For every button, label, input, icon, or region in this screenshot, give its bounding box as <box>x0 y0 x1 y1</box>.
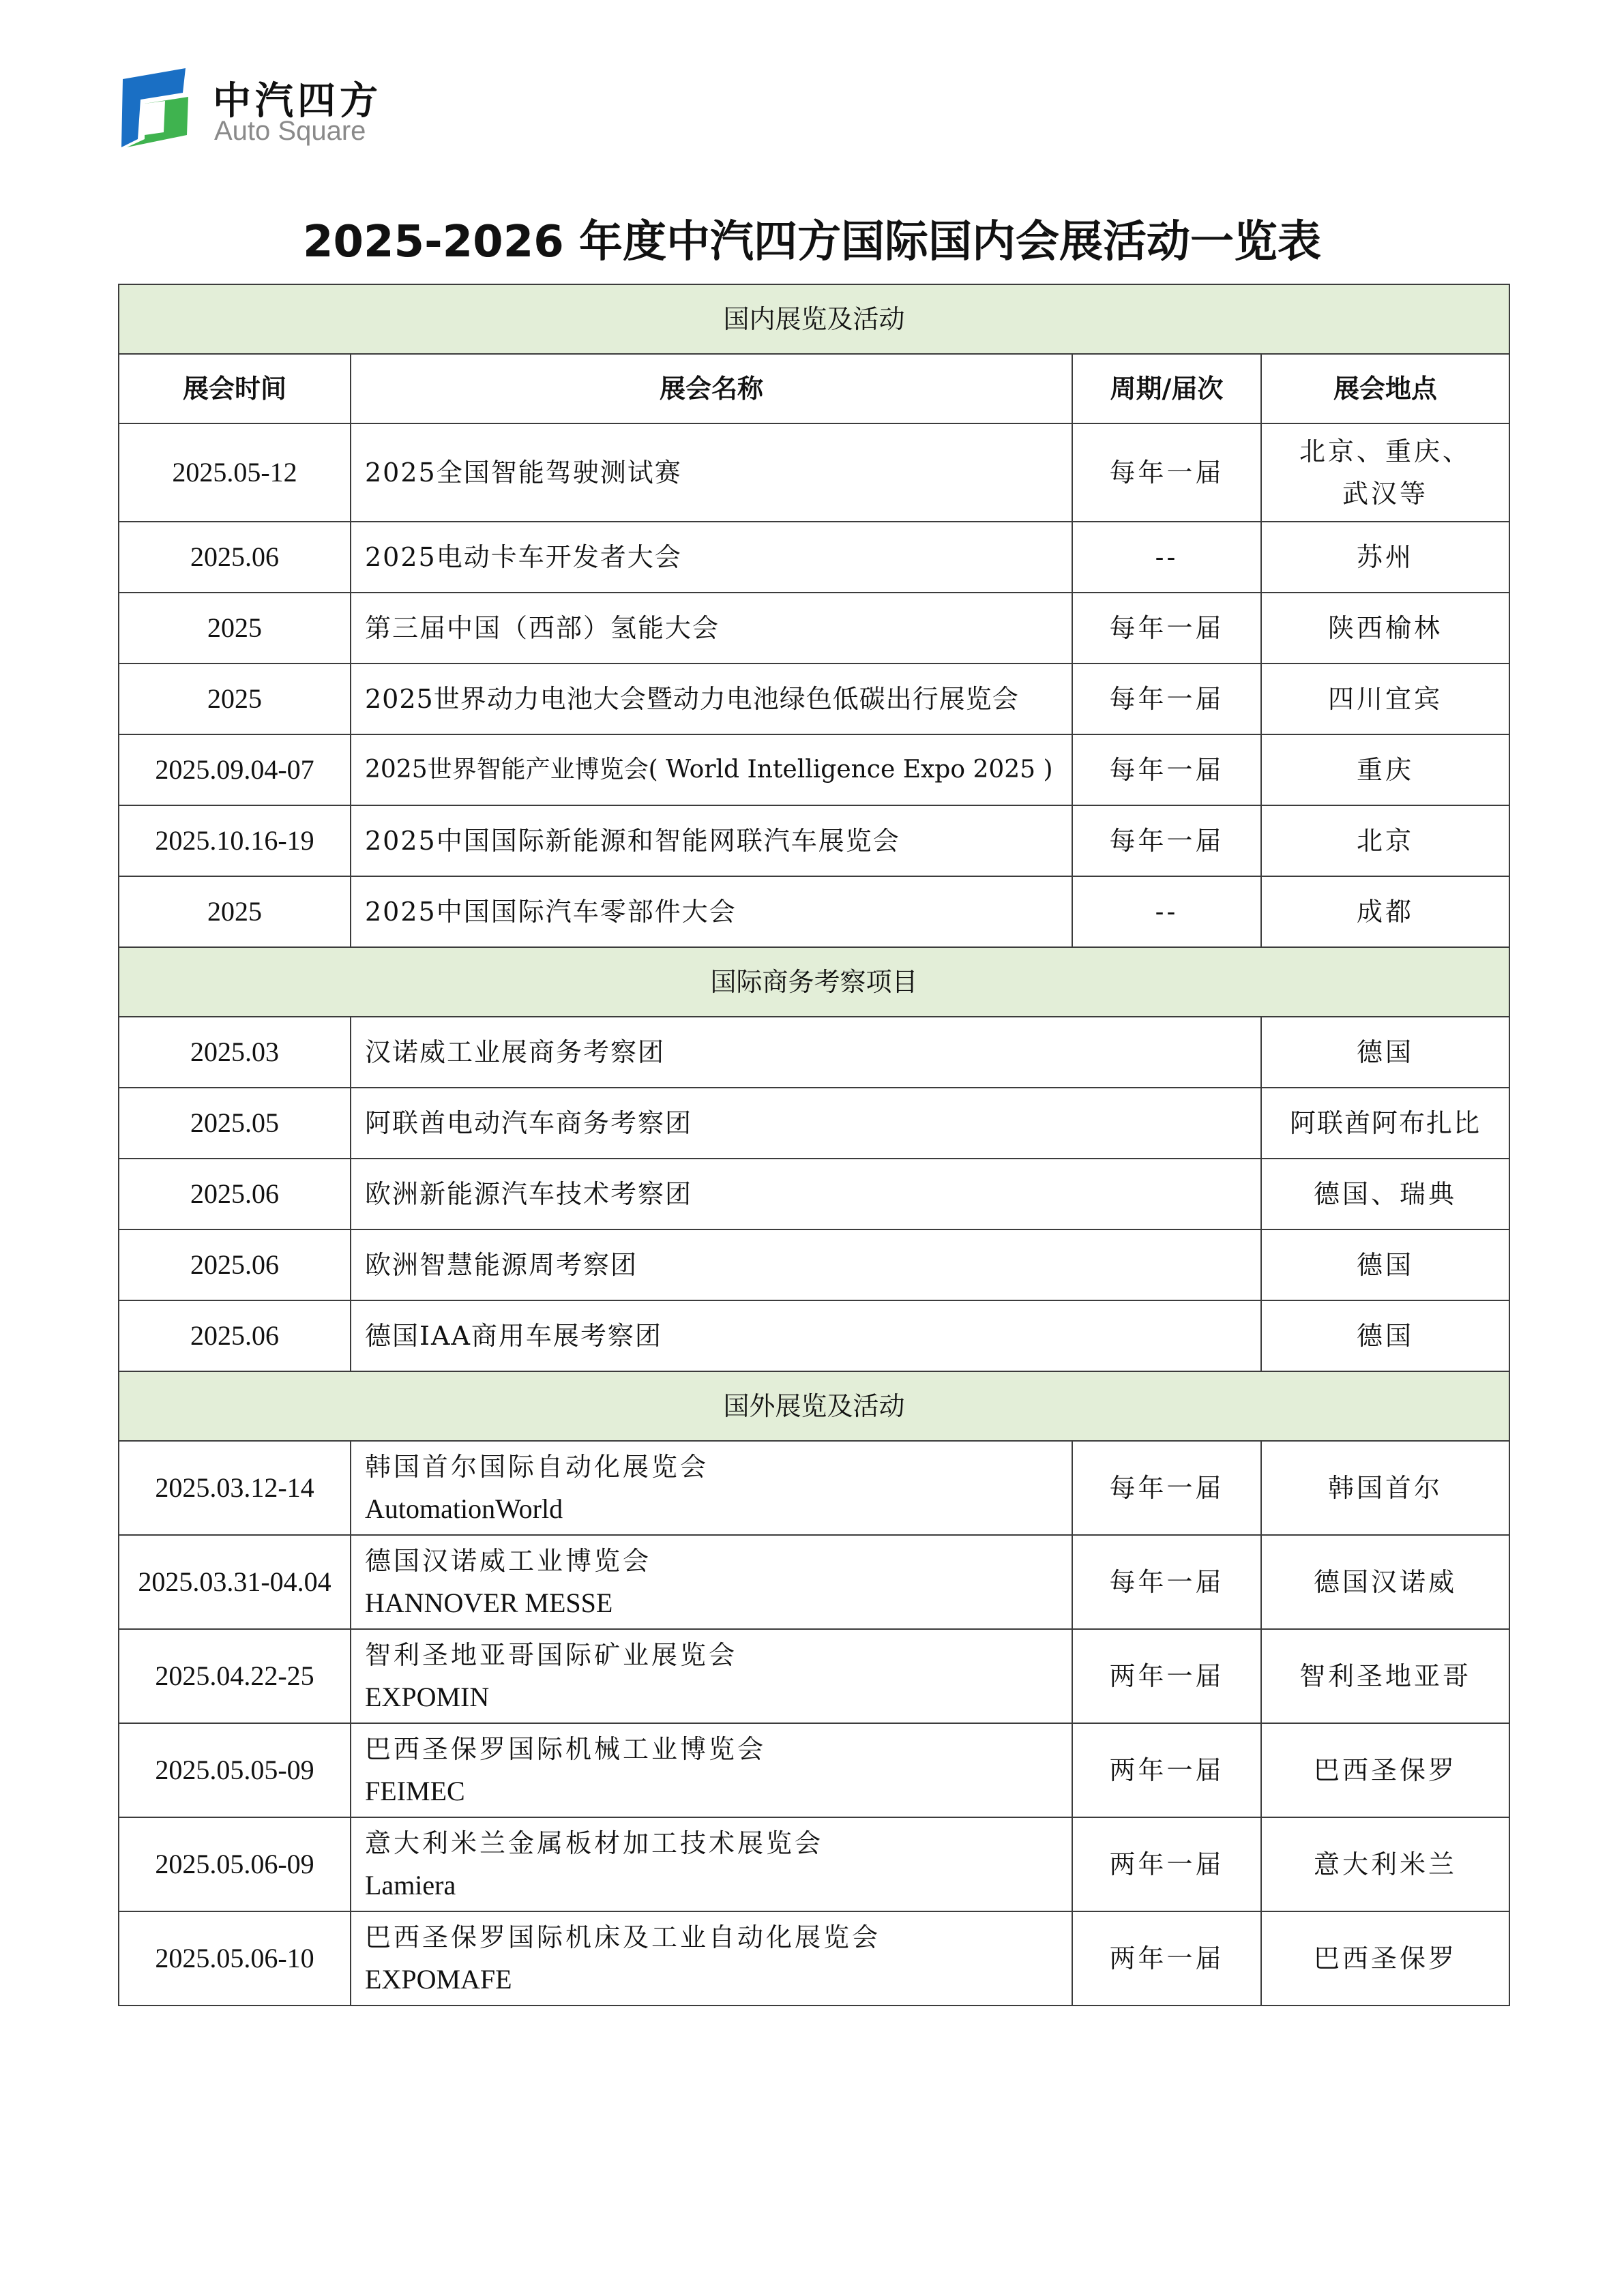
event-location: 北京 <box>1261 805 1509 876</box>
event-name-en: FEIMEC <box>365 1776 465 1806</box>
table-row <box>119 1817 1509 1911</box>
event-name-en: AutomationWorld <box>365 1493 563 1524</box>
table-row <box>119 1229 1509 1300</box>
event-name: 第三届中国（西部）氢能大会 <box>351 593 1072 664</box>
event-location: 成都 <box>1261 876 1509 947</box>
table-row <box>119 1629 1509 1723</box>
event-name: 德国IAA商用车展考察团 <box>351 1300 1261 1371</box>
logo-name-en: Auto Square <box>214 116 366 146</box>
event-location: 智利圣地亚哥 <box>1261 1629 1509 1723</box>
event-name: 欧洲智慧能源周考察团 <box>351 1229 1261 1300</box>
event-name: 2025中国国际汽车零部件大会 <box>351 876 1072 947</box>
event-time: 2025.03.31-04.04 <box>119 1535 351 1629</box>
table-row <box>119 423 1509 522</box>
event-name-cn: 韩国首尔国际自动化展览会 <box>365 1452 709 1482</box>
event-time: 2025.06 <box>119 1300 351 1371</box>
event-time: 2025.05.06-09 <box>119 1817 351 1911</box>
table-row <box>119 1535 1509 1629</box>
event-cycle: 每年一届 <box>1072 734 1261 805</box>
event-name-en: EXPOMIN <box>365 1682 490 1712</box>
event-cycle: 两年一届 <box>1072 1911 1261 2006</box>
location-line: 武汉等 <box>1342 479 1429 509</box>
table-row <box>119 1159 1509 1229</box>
event-time: 2025 <box>119 876 351 947</box>
column-header-time: 展会时间 <box>119 354 351 423</box>
event-name-cn: 德国汉诺威工业博览会 <box>365 1546 652 1576</box>
event-name <box>351 1629 1072 1723</box>
event-location: 苏州 <box>1261 522 1509 593</box>
event-name <box>351 1535 1072 1629</box>
event-cycle: 每年一届 <box>1072 423 1261 522</box>
event-location: 德国汉诺威 <box>1261 1535 1509 1629</box>
event-time: 2025 <box>119 664 351 734</box>
table-row <box>119 664 1509 734</box>
event-name-cn: 巴西圣保罗国际机床及工业自动化展览会 <box>365 1922 881 1952</box>
event-time: 2025.10.16-19 <box>119 805 351 876</box>
table-row <box>119 1723 1509 1817</box>
event-time: 2025 <box>119 593 351 664</box>
auto-square-logo-icon <box>117 67 199 151</box>
event-location: 德国、瑞典 <box>1261 1159 1509 1229</box>
column-header-cycle: 周期/届次 <box>1072 354 1261 423</box>
section-title: 国外展览及活动 <box>119 1371 1509 1441</box>
event-location <box>1261 423 1509 522</box>
event-name-en: Lamiera <box>365 1870 456 1900</box>
section-header-business <box>119 947 1509 1017</box>
event-location: 韩国首尔 <box>1261 1441 1509 1535</box>
event-name-cn: 巴西圣保罗国际机械工业博览会 <box>365 1734 767 1764</box>
company-logo <box>117 67 417 155</box>
event-name: 2025中国国际新能源和智能网联汽车展览会 <box>351 805 1072 876</box>
event-name-cn: 意大利米兰金属板材加工技术展览会 <box>365 1828 824 1858</box>
event-cycle: 每年一届 <box>1072 664 1261 734</box>
table-row <box>119 805 1509 876</box>
event-cycle: 每年一届 <box>1072 1535 1261 1629</box>
section-header-overseas <box>119 1371 1509 1441</box>
event-name <box>351 1911 1072 2006</box>
event-cycle: 每年一届 <box>1072 593 1261 664</box>
event-cycle: 两年一届 <box>1072 1817 1261 1911</box>
event-location: 德国 <box>1261 1300 1509 1371</box>
event-location: 陕西榆林 <box>1261 593 1509 664</box>
event-location: 四川宜宾 <box>1261 664 1509 734</box>
table-row <box>119 1088 1509 1159</box>
column-header-location: 展会地点 <box>1261 354 1509 423</box>
event-name: 2025世界动力电池大会暨动力电池绿色低碳出行展览会 <box>351 664 1072 734</box>
event-cycle: 每年一届 <box>1072 1441 1261 1535</box>
event-time: 2025.06 <box>119 1229 351 1300</box>
event-name: 2025全国智能驾驶测试赛 <box>351 423 1072 522</box>
column-header-row <box>119 354 1509 423</box>
table-row <box>119 1300 1509 1371</box>
event-name <box>351 1817 1072 1911</box>
event-location: 意大利米兰 <box>1261 1817 1509 1911</box>
section-title: 国内展览及活动 <box>119 284 1509 354</box>
event-name: 欧洲新能源汽车技术考察团 <box>351 1159 1261 1229</box>
event-time: 2025.06 <box>119 1159 351 1229</box>
event-location: 德国 <box>1261 1017 1509 1088</box>
section-title: 国际商务考察项目 <box>119 947 1509 1017</box>
event-time: 2025.05-12 <box>119 423 351 522</box>
table-row <box>119 876 1509 947</box>
event-cycle: 两年一届 <box>1072 1723 1261 1817</box>
table-row <box>119 1017 1509 1088</box>
event-name <box>351 1723 1072 1817</box>
event-time: 2025.09.04-07 <box>119 734 351 805</box>
event-location: 巴西圣保罗 <box>1261 1723 1509 1817</box>
event-time: 2025.05.05-09 <box>119 1723 351 1817</box>
table-row <box>119 593 1509 664</box>
event-location: 巴西圣保罗 <box>1261 1911 1509 2006</box>
event-location: 重庆 <box>1261 734 1509 805</box>
event-time: 2025.03.12-14 <box>119 1441 351 1535</box>
event-cycle: -- <box>1072 522 1261 593</box>
event-location: 德国 <box>1261 1229 1509 1300</box>
event-name: 2025电动卡车开发者大会 <box>351 522 1072 593</box>
page-title: 2025-2026 年度中汽四方国际国内会展活动一览表 <box>302 217 1322 267</box>
event-time: 2025.04.22-25 <box>119 1629 351 1723</box>
event-time: 2025.05.06-10 <box>119 1911 351 2006</box>
table-row <box>119 1911 1509 2006</box>
table-row <box>119 1441 1509 1535</box>
table-row <box>119 522 1509 593</box>
event-time: 2025.05 <box>119 1088 351 1159</box>
event-location: 阿联酋阿布扎比 <box>1261 1088 1509 1159</box>
event-cycle: 每年一届 <box>1072 805 1261 876</box>
event-name-cn: 智利圣地亚哥国际矿业展览会 <box>365 1640 738 1670</box>
logo-name-cn: 中汽四方 <box>213 79 382 123</box>
location-line: 北京、重庆、 <box>1299 436 1472 466</box>
event-cycle: -- <box>1072 876 1261 947</box>
event-table <box>118 284 1510 2006</box>
event-name: 汉诺威工业展商务考察团 <box>351 1017 1261 1088</box>
section-header-domestic <box>119 284 1509 354</box>
column-header-name: 展会名称 <box>351 354 1072 423</box>
event-name: 2025世界智能产业博览会( World Intelligence Expo 2025 ) <box>351 734 1072 805</box>
event-name: 阿联酋电动汽车商务考察团 <box>351 1088 1261 1159</box>
event-name-en: EXPOMAFE <box>365 1964 512 1995</box>
event-cycle: 两年一届 <box>1072 1629 1261 1723</box>
table-row <box>119 734 1509 805</box>
event-time: 2025.06 <box>119 522 351 593</box>
event-name-en: HANNOVER MESSE <box>365 1587 613 1618</box>
event-time: 2025.03 <box>119 1017 351 1088</box>
event-name <box>351 1441 1072 1535</box>
